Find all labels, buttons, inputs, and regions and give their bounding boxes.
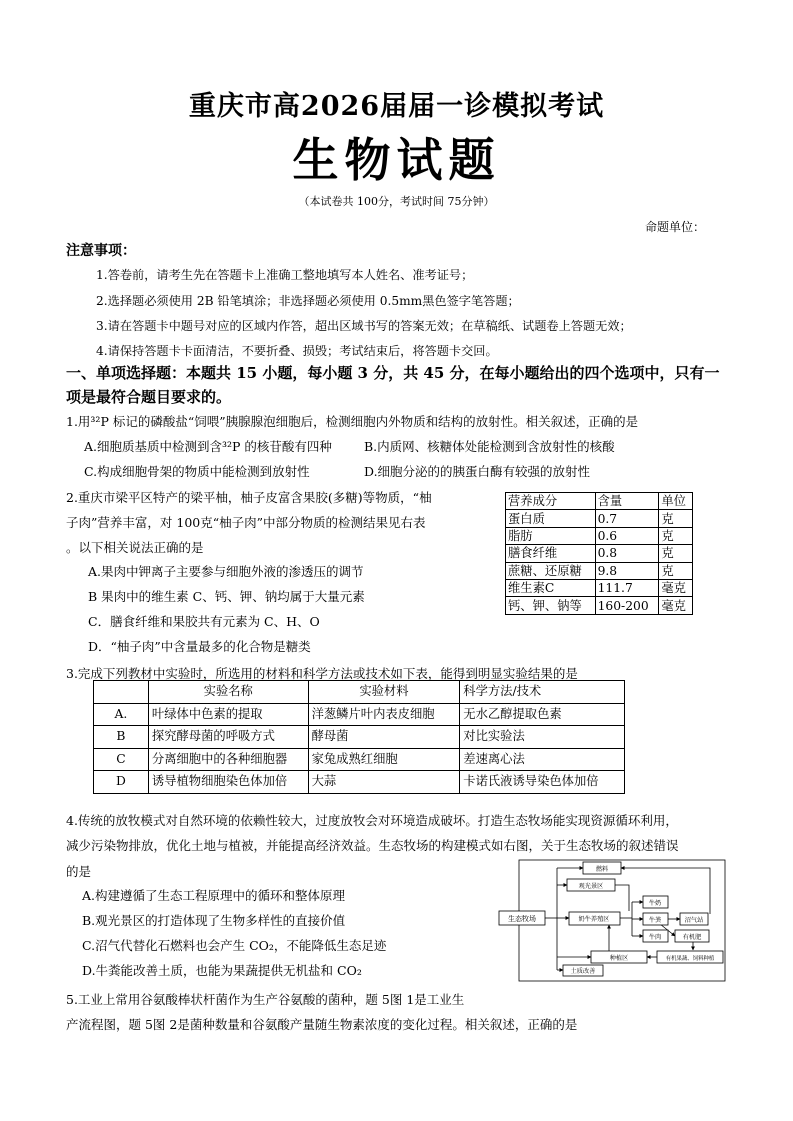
notice-item: 1.答卷前，请考生先在答题卡上准确工整地填写本人姓名、准考证号； bbox=[96, 268, 474, 282]
q5-stem-line1: 5.工业上常用谷氨酸棒状杆菌作为生产谷氨酸的菌种，题 5图 1是工业生 bbox=[66, 992, 465, 1007]
table-header-cell: 营养成分 bbox=[506, 493, 596, 510]
q5-stem-line2: 产流程图，题 5图 2是菌种数量和谷氨酸产量随生物素浓度的变化过程。相关叙述，正确的是 bbox=[66, 1017, 578, 1032]
table-row bbox=[94, 748, 625, 771]
node-biogas: 沼气站 bbox=[684, 917, 704, 924]
table-row bbox=[506, 510, 693, 527]
table-cell: 9.8 bbox=[595, 562, 659, 579]
experiment-table bbox=[93, 680, 625, 794]
table-cell: 脂肪 bbox=[506, 527, 596, 544]
table-cell: 钙、钾、钠等 bbox=[506, 597, 596, 614]
table-cell: 分离细胞中的各种细胞器 bbox=[148, 748, 308, 771]
table-cell: 克 bbox=[659, 562, 693, 579]
table-cell: 大蒜 bbox=[308, 771, 460, 794]
table-cell: 对比实验法 bbox=[460, 726, 625, 749]
table-cell: 0.6 bbox=[595, 527, 659, 544]
q4-option-d: D.牛粪能改善土质，也能为果蔬提供无机盐和 CO₂ bbox=[82, 963, 362, 978]
table-cell: 克 bbox=[659, 510, 693, 527]
node-fuel: 燃料 bbox=[595, 866, 609, 873]
q2-option-c: C．膳食纤维和果胶共有元素为 C、H、O bbox=[88, 614, 320, 629]
table-header-cell: 科学方法/技术 bbox=[460, 681, 625, 704]
unit-label: 命题单位： bbox=[645, 220, 706, 234]
notice-item: 4.请保持答题卡卡面清洁，不要折叠、损毁；考试结束后，将答题卡交回。 bbox=[96, 344, 498, 358]
q4-option-c: C.沼气代替化石燃料也会产生 CO₂，不能降低生态足迹 bbox=[82, 938, 387, 953]
table-cell: C bbox=[94, 748, 149, 771]
table-row bbox=[94, 726, 625, 749]
table-header-row bbox=[94, 681, 625, 704]
table-cell: 毫克 bbox=[659, 597, 693, 614]
table-cell: 卡诺氏液诱导染色体加倍 bbox=[460, 771, 625, 794]
table-cell: 蔗糖、还原糖 bbox=[506, 562, 596, 579]
table-cell: 无水乙醇提取色素 bbox=[460, 703, 625, 726]
q2-stem-line1: 2.重庆市梁平区特产的梁平柚，柚子皮富含果胶(多糖)等物质，“柚 bbox=[66, 490, 432, 505]
node-soil: 土质改善 bbox=[570, 968, 596, 975]
table-cell: 111.7 bbox=[595, 579, 659, 596]
table-row bbox=[506, 579, 693, 596]
node-milk: 牛奶 bbox=[648, 900, 662, 907]
table-header-cell: 含量 bbox=[595, 493, 659, 510]
table-cell: 诱导植物细胞染色体加倍 bbox=[148, 771, 308, 794]
table-cell: 洋葱鳞片叶内表皮细胞 bbox=[308, 703, 460, 726]
table-row bbox=[94, 771, 625, 794]
q2-option-d: D．“柚子肉”中含量最多的化合物是糖类 bbox=[88, 639, 311, 654]
section-heading-line2: 项是最符合题目要求的。 bbox=[66, 388, 232, 406]
q1-option-c: C.构成细胞骨架的物质中能检测到放射性 bbox=[84, 464, 310, 479]
table-cell: 0.7 bbox=[595, 510, 659, 527]
q4-option-b: B.观光景区的打造体现了生物多样性的直接价值 bbox=[82, 913, 346, 928]
q1-option-b: B.内质网、核糖体处能检测到含放射性的核酸 bbox=[364, 439, 615, 454]
table-cell: 家兔成熟红细胞 bbox=[308, 748, 460, 771]
q2-option-a: A.果肉中钾离子主要参与细胞外液的渗透压的调节 bbox=[88, 564, 364, 579]
notice-item: 2.选择题必须使用 2B 铅笔填涂；非选择题必须使用 0.5mm黑色签字笔答题； bbox=[96, 294, 520, 308]
node-breeding: 奶牛养殖区 bbox=[578, 916, 610, 923]
table-cell: 克 bbox=[659, 527, 693, 544]
table-cell: 酵母菌 bbox=[308, 726, 460, 749]
nutrition-table bbox=[505, 492, 693, 615]
exam-info: （本试卷共 100分，考试时间 75分钟） bbox=[298, 195, 495, 208]
table-cell: 毫克 bbox=[659, 579, 693, 596]
table-cell: B bbox=[94, 726, 149, 749]
q4-stem-line3: 的是 bbox=[66, 864, 92, 879]
table-cell: 160-200 bbox=[595, 597, 659, 614]
table-header-cell: 单位 bbox=[659, 493, 693, 510]
exam-title: 重庆市高2026届届一诊模拟考试 bbox=[188, 91, 605, 122]
table-header-row bbox=[506, 493, 693, 510]
q3-stem: 3.完成下列教材中实验时，所选用的材料和科学方法或技术如下表，能得到明显实验结果的是 bbox=[66, 666, 578, 681]
table-cell: A. bbox=[94, 703, 149, 726]
table-cell: D bbox=[94, 771, 149, 794]
node-beef: 牛肉 bbox=[648, 934, 662, 941]
table-header-cell: 实验材料 bbox=[308, 681, 460, 704]
q2-stem-line2: 子肉”营养丰富，对 100克“柚子肉”中部分物质的检测结果见右表 bbox=[66, 515, 426, 530]
ecological-ranch-diagram bbox=[497, 858, 727, 985]
q1-option-d: D.细胞分泌的的胰蛋白酶有较强的放射性 bbox=[364, 464, 591, 479]
table-header-cell: 实验名称 bbox=[148, 681, 308, 704]
node-dung: 牛粪 bbox=[648, 917, 662, 924]
table-cell: 叶绿体中色素的提取 bbox=[148, 703, 308, 726]
q4-stem-line2: 减少污染物排放，优化土地与植被，并能提高经济效益。生态牧场的构建模式如右图，关于生态牧场的叙述错误 bbox=[66, 838, 679, 853]
notice-heading: 注意事项： bbox=[66, 243, 136, 259]
node-tour: 观光景区 bbox=[578, 883, 604, 890]
table-header-cell bbox=[94, 681, 149, 704]
table-row bbox=[506, 597, 693, 614]
notice-item: 3.请在答题卡中题号对应的区域内作答，超出区域书写的答案无效；在草稿纸、试题卷上答题无效； bbox=[96, 319, 632, 333]
q2-option-b: B 果肉中的维生素 C、钙、钾、钠均属于大量元素 bbox=[88, 589, 365, 604]
table-cell: 差速离心法 bbox=[460, 748, 625, 771]
node-plant: 种植区 bbox=[609, 955, 629, 962]
q4-stem-line1: 4.传统的放牧模式对自然环境的依赖性较大，过度放牧会对环境造成破坏。打造生态牧场能实现资源循环利用， bbox=[66, 813, 678, 828]
q4-option-a: A.构建遵循了生态工程原理中的循环和整体原理 bbox=[82, 888, 346, 903]
table-row bbox=[506, 545, 693, 562]
table-row bbox=[506, 562, 693, 579]
node-organic: 有机肥 bbox=[682, 934, 702, 941]
table-cell: 蛋白质 bbox=[506, 510, 596, 527]
section-heading-line1: 一、单项选择题：本题共 15 小题，每小题 3 分，共 45 分，在每小题给出的四个选项中，只有一 bbox=[66, 364, 720, 382]
q1-stem: 1.用³²P 标记的磷酸盐“饲喂”胰腺腺泡细胞后，检测细胞内外物质和结构的放射性。相关叙述，正确的是 bbox=[66, 414, 639, 429]
subject-title: 生物试题 bbox=[292, 133, 501, 187]
table-row bbox=[94, 703, 625, 726]
node-ranch: 生态牧场 bbox=[508, 915, 536, 923]
table-cell: 克 bbox=[659, 545, 693, 562]
table-cell: 膳食纤维 bbox=[506, 545, 596, 562]
table-cell: 探究酵母菌的呼吸方式 bbox=[148, 726, 308, 749]
table-row bbox=[506, 527, 693, 544]
q2-stem-line3: 。以下相关说法正确的是 bbox=[66, 540, 204, 555]
q1-option-a: A.细胞质基质中检测到含³²P 的核苷酸有四种 bbox=[84, 439, 332, 454]
table-cell: 0.8 bbox=[595, 545, 659, 562]
node-produce: 有机果蔬、饲料种植 bbox=[665, 956, 715, 962]
table-cell: 维生素C bbox=[506, 579, 596, 596]
